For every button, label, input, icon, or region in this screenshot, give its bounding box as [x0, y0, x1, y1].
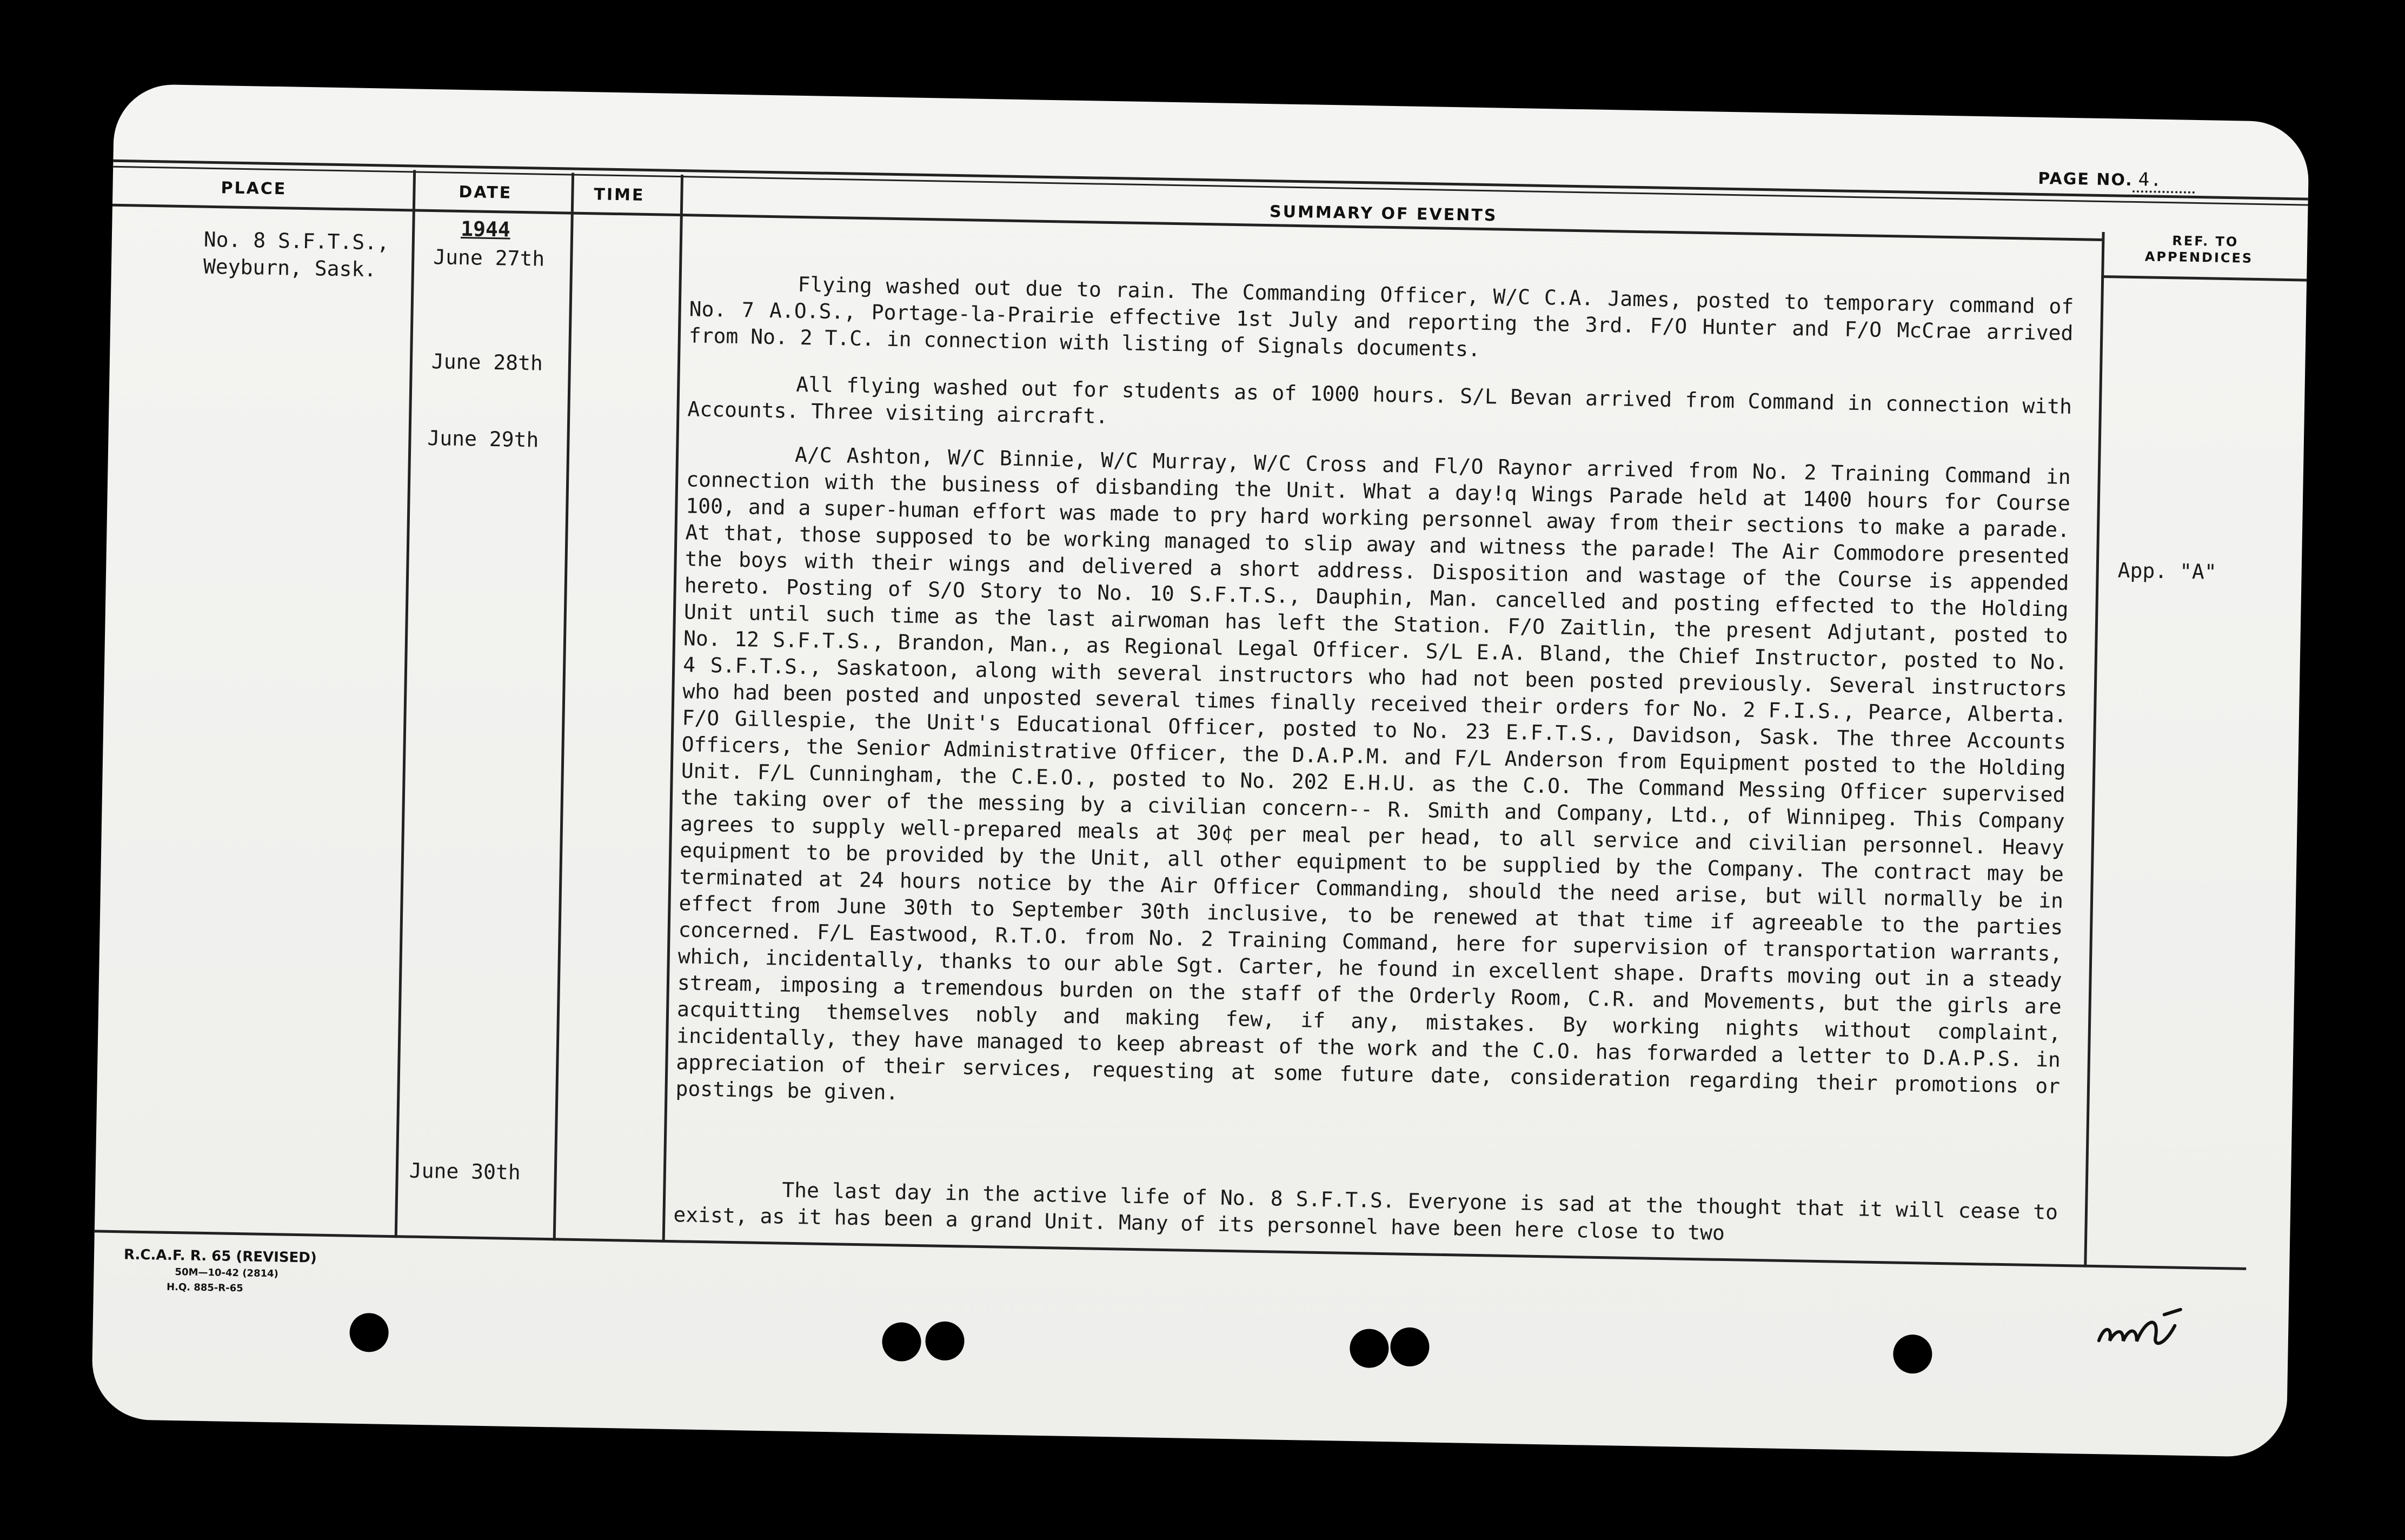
time-header: TIME	[594, 185, 645, 205]
date-june-30: June 30th	[409, 1158, 521, 1185]
header-top-rule	[113, 160, 2308, 201]
place-header: PLACE	[221, 178, 287, 199]
header-bottom-rule	[112, 204, 2102, 241]
ref-header-bottom-rule	[2101, 275, 2307, 282]
diary-form-sheet	[91, 84, 2309, 1457]
col-divider-summary-ref	[2084, 232, 2104, 1267]
punch-hole	[925, 1321, 965, 1360]
appendix-reference: App. "A"	[2117, 558, 2217, 584]
date-june-28: June 28th	[431, 349, 543, 375]
date-june-27: June 27th	[433, 245, 545, 271]
page-number	[2038, 167, 2195, 191]
ref-header-line1: REF. TO	[2172, 233, 2239, 250]
entry-june-27-text: Flying washed out due to rain. The Commanding Officer, W/C C.A. James, posted to temporary command of No. 7 A.O.S., Portage-la-Prairie effective 1st July and reporting the 3rd. F/O Hunter and F/O McCrae arrived from No. 2 T.C. in connection with listing of Signals documents.	[688, 272, 2074, 361]
entry-june-29	[675, 440, 2071, 1126]
year-label: 1944	[460, 216, 511, 242]
handwritten-initials	[2093, 1303, 2191, 1358]
punch-hole	[349, 1313, 389, 1352]
ref-header-line2: APPENDICES	[2144, 249, 2254, 266]
col-divider-date-time	[553, 173, 574, 1241]
place-line-2: Weyburn, Sask.	[203, 254, 377, 282]
entry-june-30	[673, 1175, 2058, 1252]
punch-hole	[1390, 1327, 1430, 1366]
form-hq-code: H.Q. 885-R-65	[166, 1281, 243, 1295]
entry-june-28	[687, 369, 2072, 447]
punch-hole	[1893, 1335, 1932, 1374]
entry-june-27	[688, 269, 2074, 373]
punch-hole	[882, 1322, 921, 1362]
place-line-1: No. 8 S.F.T.S.,	[203, 227, 390, 255]
date-header: DATE	[459, 182, 513, 203]
page-number-label: PAGE NO.	[2038, 169, 2133, 190]
entry-june-29-text: A/C Ashton, W/C Binnie, W/C Murray, W/C Cross and Fl/O Raynor arrived from No. 2 Training Command in connection with the business of disbanding the Unit. What a day!q Wings Parade held at 1400 hours for Course 100, and a super-human effort was made to pry hard working personnel away from their sections to make a parade. At that, those supposed to be working managed to slip away and witness the parade! The Air Commodore presented the boys with their wings and delivered a short address. Disposition and wastage of the Course is appended hereto. Posting of S/O Story to No. 10 S.F.T.S., Dauphin, Man. cancelled and posting effected to the Holding Unit until such time as the last airwoman has left the Station. F/O Zaitlin, the present Adjutant, posted to No. 12 S.F.T.S., Brandon, Man., as Regional Legal Officer. S/L E.A. Bland, the Chief Instructor, posted to No. 4 S.F.T.S., Saskatoon, along with several instructors who had not been posted previously. Several instructors who had been posted and unposted several times finally received their orders for No. 2 F.I.S., Pearce, Alberta. F/O Gillespie, the Unit's Educational Officer, posted to No. 23 E.F.T.S., Davidson, Sask. The three Accounts Officers, the Senior Administrative Officer, the D.A.P.M. and F/L Anderson from Equipment posted to the Holding Unit. F/L Cunningham, the C.E.O., posted to No. 202 E.H.U. as the C.O. The Command Messing Officer supervised the taking over of the messing by a civilian concern-- R. Smith and Company, Ltd., of Winnipeg. This Company agrees to supply well-prepared meals at 30¢ per meal per head, to all service and civilian personnel. Heavy equipment to be provided by the Unit, all other equipment to be supplied by the Company. The contract may be terminated at 24 hours notice by the Air Officer Commanding, should the need arise, but will normally be in effect from June 30th to September 30th inclusive, to be renewed at that time if agreeable to the parties concerned. F/L Eastwood, R.T.O. from No. 2 Training Command, here for supervision of transportation warrants, which, incidentally, thanks to our able Sgt. Carter, he found in excellent shape. Drafts moving out in a steady stream, imposing a tremendous burden on the staff of the Orderly Room, C.R. and Movements, but the girls are acquitting themselves nobly and making few, if any, mistakes. By working nights without complaint, incidentally, they have managed to keep abreast of the work and the C.O. has forwarded a letter to D.A.P.S. in appreciation of their services, requesting at some future date, consideration regarding their promotions or postings be given.	[675, 442, 2071, 1105]
entry-june-28-text: All flying washed out for students as of 1000 hours. S/L Bevan arrived from Command in connection with Accounts. Three visiting aircraft.	[687, 372, 2072, 428]
entry-june-30-text: The last day in the active life of No. 8 S.F.T.S. Everyone is sad at the thought that it will cease to exist, as it has been a grand Unit. Many of its personnel have been here close to two	[673, 1178, 2058, 1245]
header-top-rule-2	[113, 166, 2308, 206]
summary-header: SUMMARY OF EVENTS	[1269, 202, 1498, 225]
date-june-29: June 29th	[427, 426, 539, 452]
punch-hole	[1350, 1329, 1389, 1368]
form-print-code: 50M—10-42 (2814)	[175, 1266, 279, 1280]
page-number-value: 4.	[2132, 169, 2195, 194]
form-number: R.C.A.F. R. 65 (REVISED)	[123, 1246, 317, 1266]
col-divider-place-date	[395, 170, 416, 1238]
